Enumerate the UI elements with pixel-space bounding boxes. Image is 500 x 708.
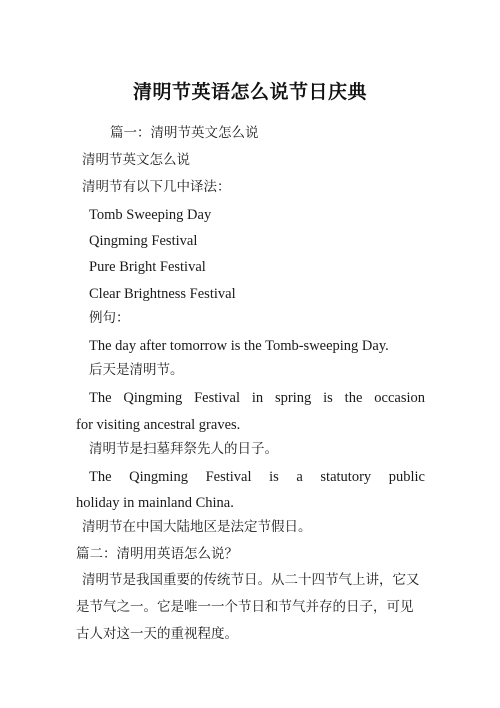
example2-english-line1: The Qingming Festival in spring is the occasion	[89, 390, 425, 406]
paragraph2-line3: 古人对这一天的重视程度。	[76, 626, 238, 642]
example2-english-line2: for visiting ancestral graves.	[76, 417, 241, 433]
paragraph2-line1: 清明节是我国重要的传统节日。从二十四节气上讲，它又	[82, 572, 420, 588]
document-title: 清明节英语怎么说节日庆典	[132, 81, 367, 103]
example3-english-line2: holiday in mainland China.	[76, 495, 234, 511]
translation-item: Tomb Sweeping Day	[89, 207, 212, 223]
intro-text: 清明节有以下几中译法：	[82, 179, 231, 195]
examples-label: 例句：	[89, 310, 130, 326]
section1-heading: 篇一：清明节英文怎么说	[110, 125, 259, 141]
subtitle: 清明节英文怎么说	[82, 152, 190, 168]
translation-item: Pure Bright Festival	[89, 259, 206, 275]
example3-chinese: 清明节在中国大陆地区是法定节假日。	[82, 519, 312, 535]
example1-english: The day after tomorrow is the Tomb-sweeping Day.	[89, 338, 389, 354]
section2-heading: 篇二：清明用英语怎么说？	[76, 546, 238, 562]
example3-english-line1: The Qingming Festival is a statutory public	[89, 469, 425, 485]
paragraph2-line2: 是节气之一。它是唯一一个节日和节气并存的日子，可见	[76, 599, 414, 615]
example2-chinese: 清明节是扫墓拜祭先人的日子。	[89, 441, 278, 457]
translation-item: Clear Brightness Festival	[89, 286, 236, 302]
translation-item: Qingming Festival	[89, 233, 198, 249]
example1-chinese: 后天是清明节。	[89, 362, 184, 378]
